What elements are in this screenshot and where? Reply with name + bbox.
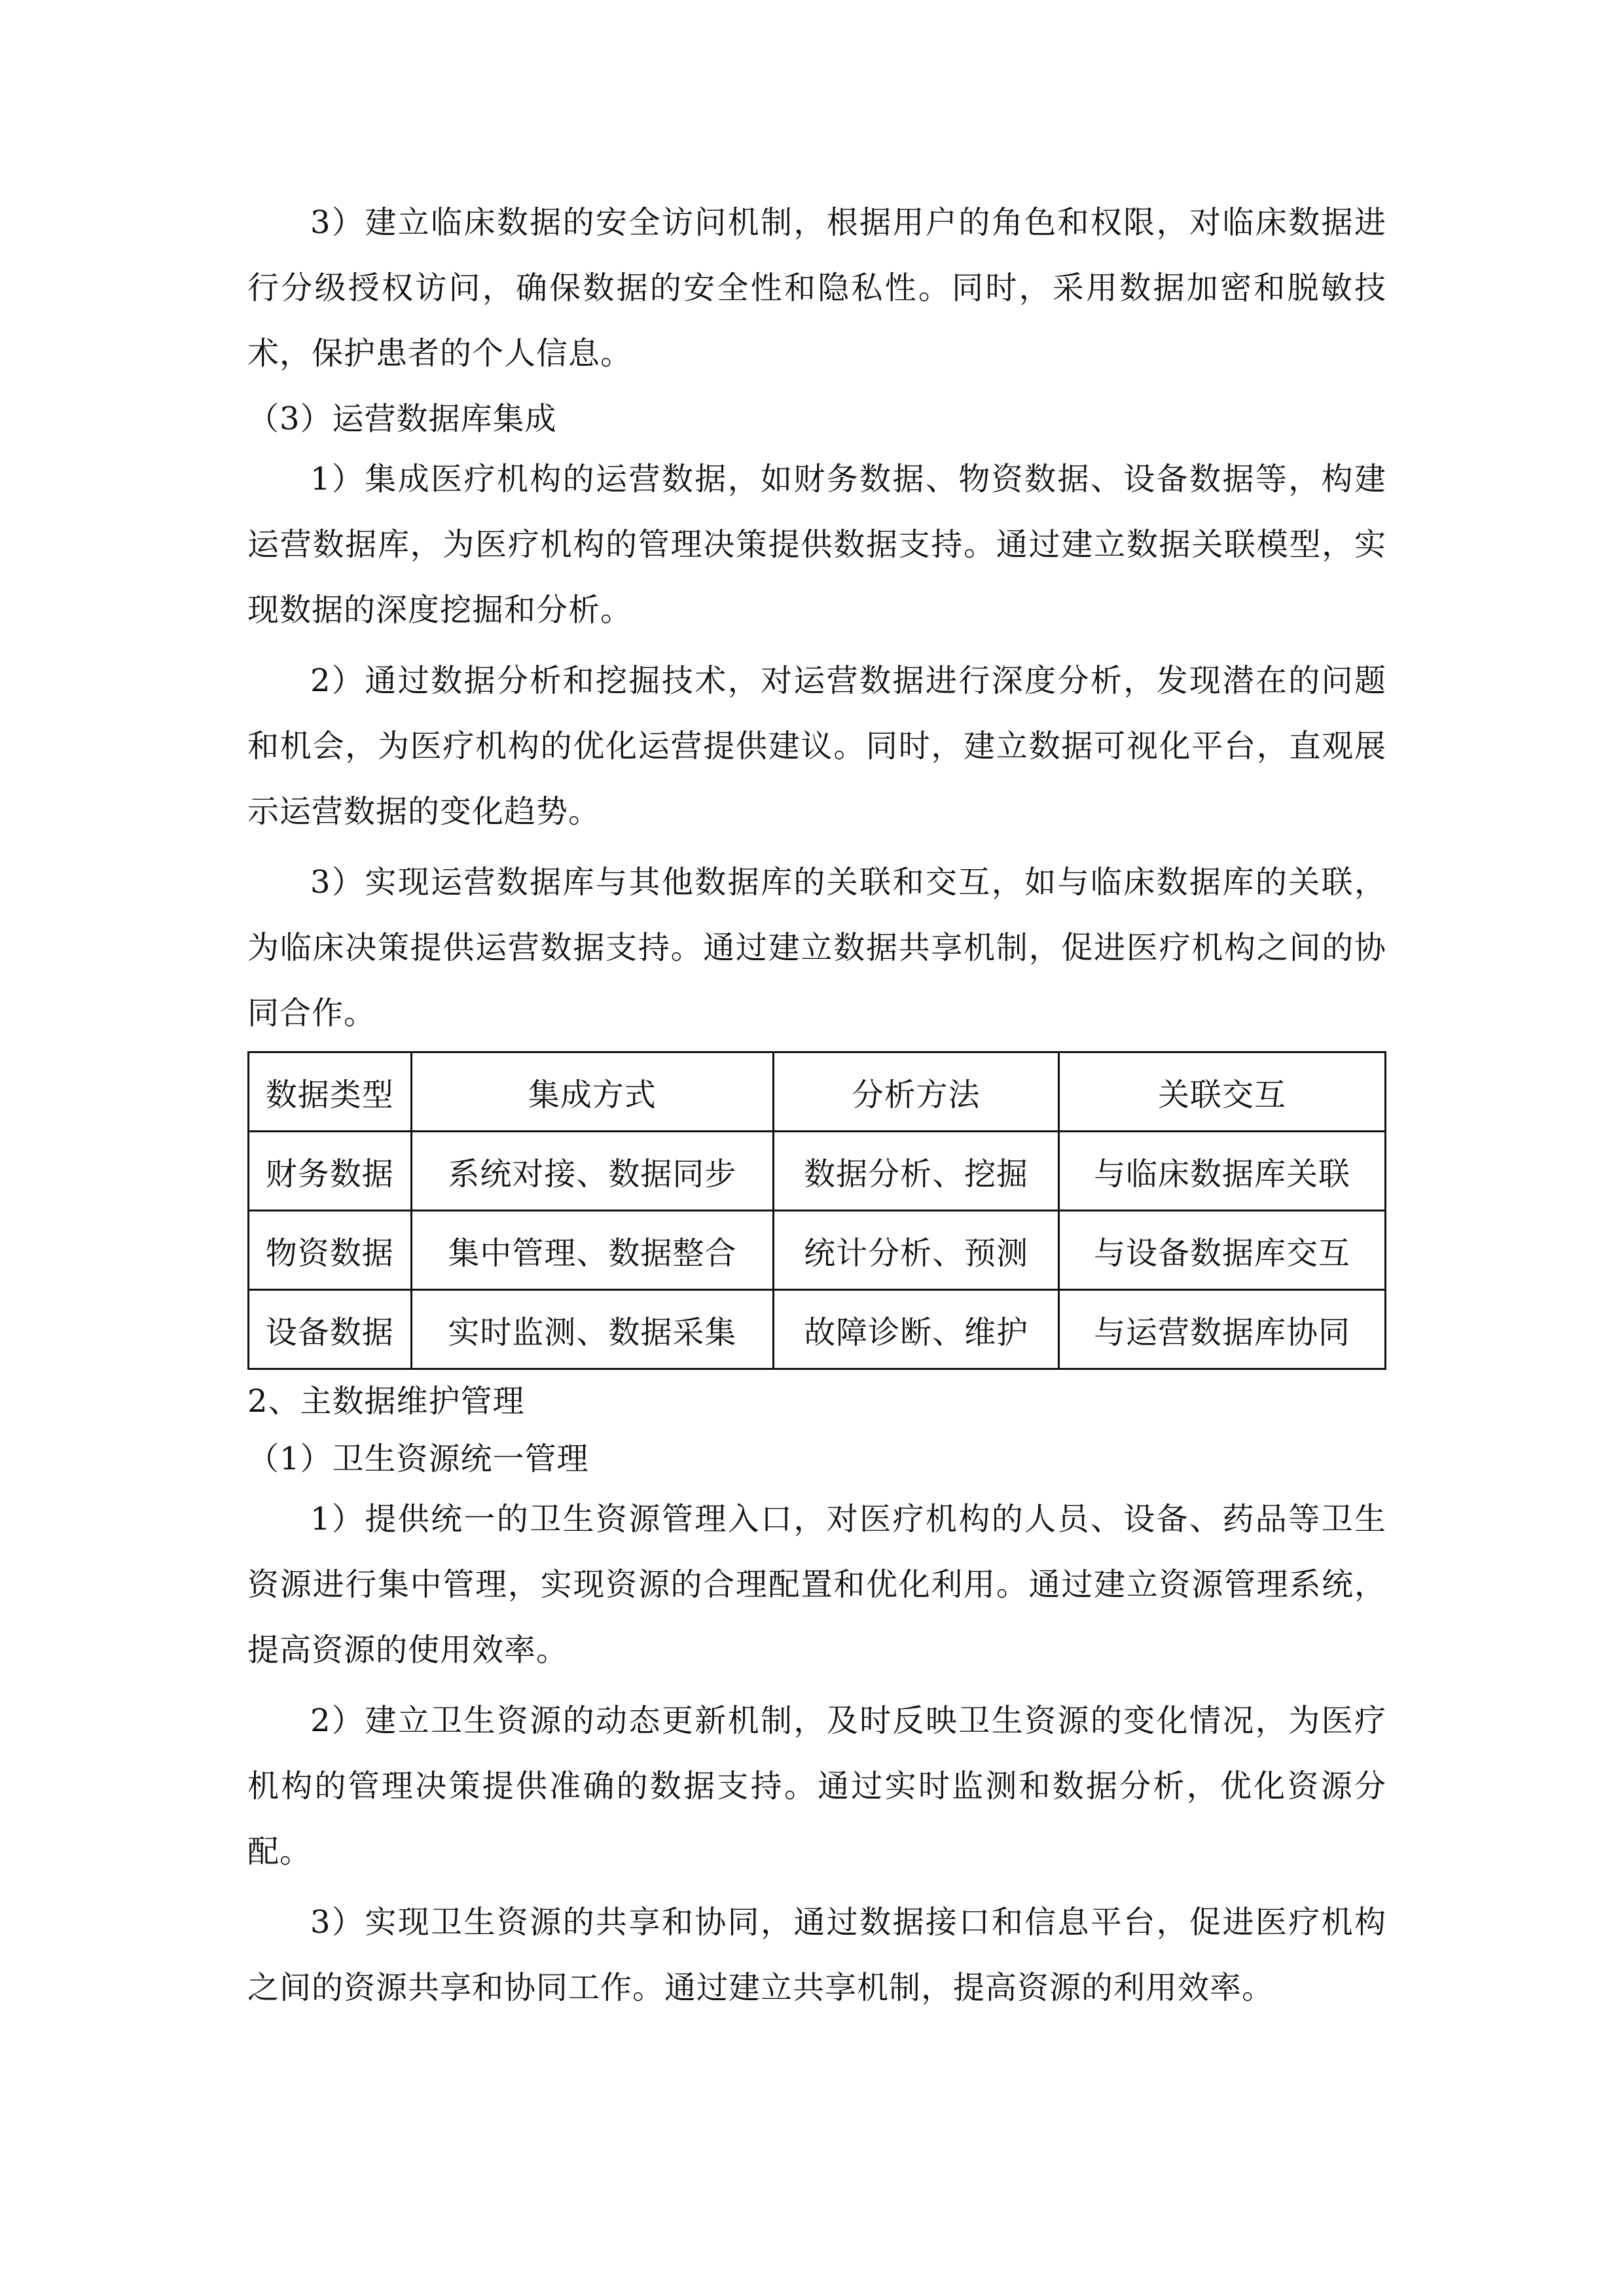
ops-section-heading: （3）运营数据库集成	[247, 401, 557, 437]
ops-paragraph-3: 3）实现运营数据库与其他数据库的关联和交互，如与临床数据库的关联，为临床决策提供运营数据支持。通过建立数据共享机制，促进医疗机构之间的协同合作。	[247, 864, 1386, 1031]
table-cell: 数据分析、挖掘	[774, 1132, 1059, 1211]
table-cell: 统计分析、预测	[774, 1211, 1059, 1290]
table-cell: 系统对接、数据同步	[411, 1132, 774, 1211]
table-row	[249, 1132, 1386, 1211]
clinical-paragraph-3: 3）建立临床数据的安全访问机制，根据用户的角色和权限，对临床数据进行分级授权访问，确保数据的安全性和隐私性。同时，采用数据加密和脱敏技术，保护患者的个人信息。	[247, 204, 1386, 372]
master-data-heading: 2、主数据维护管理	[247, 1383, 525, 1420]
table-cell: 设备数据	[249, 1290, 412, 1369]
table-cell: 实时监测、数据采集	[411, 1290, 774, 1369]
table-header-cell: 分析方法	[774, 1052, 1059, 1132]
table-cell: 与设备数据库交互	[1058, 1211, 1385, 1290]
ops-data-table	[247, 1051, 1386, 1370]
table-header-cell: 关联交互	[1058, 1052, 1385, 1132]
table-cell: 与运营数据库协同	[1058, 1290, 1385, 1369]
health-resource-subheading: （1）卫生资源统一管理	[247, 1441, 589, 1477]
table-cell: 物资数据	[249, 1211, 412, 1290]
master-paragraph-2: 2）建立卫生资源的动态更新机制，及时反映卫生资源的变化情况，为医疗机构的管理决策提供准确的数据支持。通过实时监测和数据分析，优化资源分配。	[247, 1702, 1386, 1870]
table-cell: 财务数据	[249, 1132, 412, 1211]
ops-paragraph-2: 2）通过数据分析和挖掘技术，对运营数据进行深度分析，发现潜在的问题和机会，为医疗机构的优化运营提供建议。同时，建立数据可视化平台，直观展示运营数据的变化趋势。	[247, 662, 1386, 830]
document-content	[247, 190, 1386, 2026]
table-cell: 与临床数据库关联	[1058, 1132, 1385, 1211]
table-header-row	[249, 1052, 1386, 1132]
table-row	[249, 1211, 1386, 1290]
table-row	[249, 1290, 1386, 1369]
master-paragraph-1: 1）提供统一的卫生资源管理入口，对医疗机构的人员、设备、药品等卫生资源进行集中管理，实现资源的合理配置和优化利用。通过建立资源管理系统，提高资源的使用效率。	[247, 1501, 1386, 1668]
table-cell: 故障诊断、维护	[774, 1290, 1059, 1369]
table-header-cell: 集成方式	[411, 1052, 774, 1132]
table-cell: 集中管理、数据整合	[411, 1211, 774, 1290]
table-header-cell: 数据类型	[249, 1052, 412, 1132]
master-paragraph-3: 3）实现卫生资源的共享和协同，通过数据接口和信息平台，促进医疗机构之间的资源共享和协同工作。通过建立共享机制，提高资源的利用效率。	[247, 1904, 1386, 2006]
ops-paragraph-1: 1）集成医疗机构的运营数据，如财务数据、物资数据、设备数据等，构建运营数据库，为医疗机构的管理决策提供数据支持。通过建立数据关联模型，实现数据的深度挖掘和分析。	[247, 461, 1386, 628]
